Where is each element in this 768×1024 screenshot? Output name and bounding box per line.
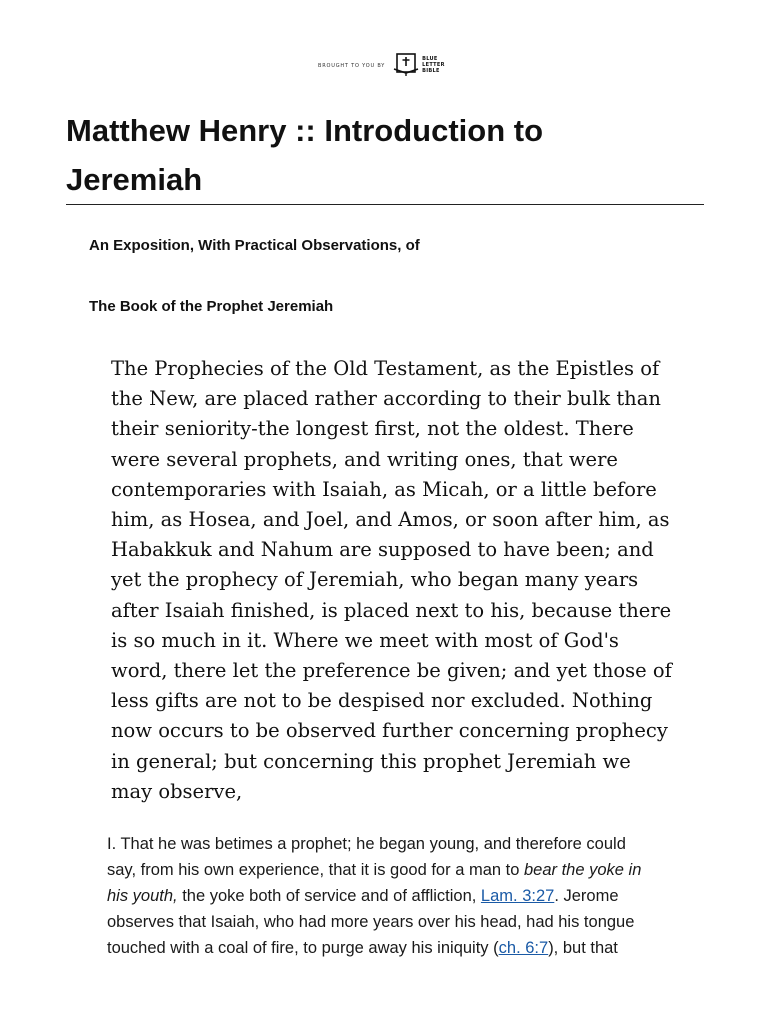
page-title-line-2: Jeremiah xyxy=(66,162,203,197)
body-line xyxy=(107,857,687,883)
page-title-line-1: Matthew Henry :: Introduction to xyxy=(66,113,544,148)
logo-line-letter: LETTER xyxy=(422,62,445,68)
intro-line: now occurs to be observed further concerning prophecy xyxy=(111,719,668,743)
intro-line: less gifts are not to be despised nor excluded. Nothing xyxy=(111,689,653,713)
body-text-run: . Jerome xyxy=(554,887,619,905)
body-text-run: say, from his own experience, that it is good for a man to xyxy=(107,861,524,879)
intro-line: were several prophets, and writing ones, that were xyxy=(111,447,618,471)
body-text-run: the yoke both of service and of affliction, xyxy=(177,887,481,905)
brand-header xyxy=(318,52,445,78)
title-divider xyxy=(66,204,704,205)
intro-line: may observe, xyxy=(111,779,243,803)
scripture-link-lam-3-27[interactable]: Lam. 3:27 xyxy=(480,887,555,905)
body-line xyxy=(107,883,687,909)
intro-line: in general; but concerning this prophet Jeremiah we xyxy=(111,749,631,773)
intro-paragraph xyxy=(111,354,671,807)
blue-letter-bible-wordmark[interactable] xyxy=(422,56,445,74)
intro-line: word, there let the preference be given; and yet those of xyxy=(111,659,672,683)
page-title xyxy=(66,106,666,204)
intro-line: Habakkuk and Nahum are supposed to have been; and xyxy=(111,538,654,562)
point-one-paragraph xyxy=(107,831,687,961)
book-subtitle: The Book of the Prophet Jeremiah xyxy=(89,298,334,315)
intro-line: yet the prophecy of Jeremiah, who began many years xyxy=(111,568,639,592)
intro-line: him, as Hosea, and Joel, and Amos, or soon after him, as xyxy=(111,508,670,532)
intro-line: the New, are placed rather according to their bulk than xyxy=(111,387,661,411)
intro-line: The Prophecies of the Old Testament, as the Epistles of xyxy=(111,357,660,380)
body-line xyxy=(107,935,687,961)
intro-line: contemporaries with Isaiah, as Micah, or a little before xyxy=(111,477,657,501)
exposition-subtitle: An Exposition, With Practical Observations, of xyxy=(89,237,420,254)
scripture-link-ch-6-7[interactable]: ch. 6:7 xyxy=(498,939,549,957)
logo-line-blue: BLUE xyxy=(422,56,438,62)
body-text-run: ), but that xyxy=(548,939,618,957)
intro-line: their seniority-the longest first, not the oldest. There xyxy=(111,417,634,441)
emphasis-text: bear the yoke in xyxy=(523,861,642,879)
body-text-run: touched with a coal of fire, to purge away his iniquity ( xyxy=(107,939,499,957)
emphasis-text: his youth, xyxy=(107,887,178,905)
body-line: I. That he was betimes a prophet; he began young, and therefore could xyxy=(107,835,626,853)
blue-letter-bible-logo-icon[interactable] xyxy=(393,52,419,78)
logo-line-bible: BIBLE xyxy=(422,68,440,74)
brought-to-you-by-label: BROUGHT TO YOU BY xyxy=(318,63,386,69)
intro-line: is so much in it. Where we meet with most of God's xyxy=(111,628,619,652)
intro-line: after Isaiah finished, is placed next to his, because there xyxy=(111,598,672,622)
body-line: observes that Isaiah, who had more years over his head, had his tongue xyxy=(107,913,635,931)
